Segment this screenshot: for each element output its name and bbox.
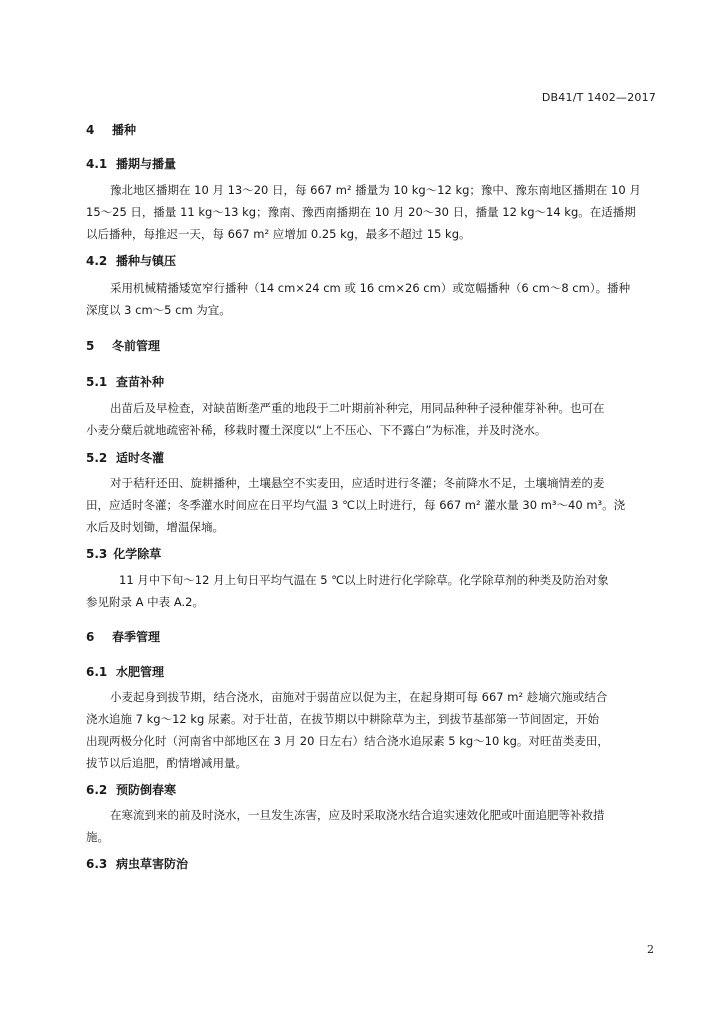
section-6-3-heading <box>86 855 188 872</box>
section-number: 5 <box>86 339 95 353</box>
section-4-1-paragraph <box>86 179 654 245</box>
section-6-2-heading <box>86 781 176 798</box>
paragraph-line: 水后及时划锄，增温保墒。 <box>86 520 224 534</box>
paragraph-line: 参见附录 A 中表 A.2。 <box>86 595 204 609</box>
section-4-2-paragraph <box>86 277 654 321</box>
section-title: 查苗补种 <box>116 375 165 389</box>
section-title: 病虫草害防治 <box>116 857 189 871</box>
paragraph-line: 拔节以后追肥，酌情增减用量。 <box>86 756 247 770</box>
section-number: 4.1 <box>86 157 108 171</box>
paragraph-line: 浇水追施 7 kg～12 kg 尿素。对于壮苗，在拔节期以中耕除草为主，到拔节基部第一节间固定，开始 <box>86 712 599 726</box>
section-title: 播期与播量 <box>116 157 177 171</box>
section-number: 4 <box>86 123 95 137</box>
section-title: 预防倒春寒 <box>116 783 177 797</box>
paragraph-line: 在寒流到来的前及时浇水，一旦发生冻害，应及时采取浇水结合追实速效化肥或叶面追肥等补救措 <box>110 808 605 822</box>
section-4-2-heading <box>86 252 176 269</box>
section-6-1-heading <box>86 663 164 680</box>
section-number: 4.2 <box>86 254 108 268</box>
section-number: 6.3 <box>86 857 108 871</box>
section-title: 播种与镇压 <box>116 254 177 268</box>
standard-code: DB41/T 1402—2017 <box>541 91 656 104</box>
paragraph-line: 以后播种，每推迟一天，每 667 m² 应增加 0.25 kg，最多不超过 15 kg。 <box>86 227 471 241</box>
section-5-2-heading <box>86 449 164 466</box>
section-6-heading <box>86 628 160 645</box>
paragraph-line: 15～25 日，播量 11 kg～13 kg；豫南、豫西南播期在 10 月 20～30 日，播量 12 kg～14 kg。在适播期 <box>86 205 636 219</box>
paragraph-line: 对于秸秆还田、旋耕播种，土壤悬空不实麦田，应适时进行冬灌；冬前降水不足，土壤墒情差的麦 <box>110 476 605 490</box>
section-5-3-heading <box>86 545 161 562</box>
paragraph-line: 施。 <box>86 830 109 844</box>
paragraph-line: 采用机械精播矮宽窄行播种（14 cm×24 cm 或 16 cm×26 cm）或宽幅播种（6 cm～8 cm）。播种 <box>110 281 631 295</box>
section-title: 适时冬灌 <box>116 451 165 465</box>
section-number: 6.2 <box>86 783 108 797</box>
section-number: 5.3 <box>86 547 108 561</box>
paragraph-line: 11 月中下旬～12 月上旬日平均气温在 5 ℃以上时进行化学除草。化学除草剂的种类及防治对象 <box>119 573 609 587</box>
section-title: 春季管理 <box>112 630 161 644</box>
section-5-heading <box>86 337 160 354</box>
section-5-3-paragraph <box>86 569 654 613</box>
section-5-2-paragraph <box>86 472 654 538</box>
section-title: 冬前管理 <box>112 339 161 353</box>
section-title: 化学除草 <box>113 547 162 561</box>
paragraph-line: 田，应适时冬灌；冬季灌水时间应在日平均气温 3 ℃以上时进行，每 667 m² 灌水量 30 m³～40 m³。浇 <box>86 498 626 512</box>
paragraph-line: 出苗后及早检查，对缺苗断垄严重的地段于二叶期前补种完，用同品种种子浸种催芽补种。也可在 <box>110 401 605 415</box>
section-6-2-paragraph <box>86 804 654 848</box>
section-number: 6 <box>86 630 95 644</box>
paragraph-line: 出现两极分化时（河南省中部地区在 3 月 20 日左右）结合浇水追尿素 5 kg～10 kg。对旺苗类麦田， <box>86 734 609 748</box>
page-number: 2 <box>647 943 654 956</box>
section-number: 5.1 <box>86 375 108 389</box>
section-number: 5.2 <box>86 451 108 465</box>
section-title: 播种 <box>112 123 137 137</box>
paragraph-line: 小麦分蘖后就地疏密补稀，移栽时覆土深度以“上不压心、下不露白”为标准，并及时浇水。 <box>86 423 547 437</box>
section-5-1-heading <box>86 373 164 390</box>
section-6-1-paragraph <box>86 686 654 774</box>
section-title: 水肥管理 <box>116 665 165 679</box>
section-5-1-paragraph <box>86 397 654 441</box>
paragraph-line: 豫北地区播期在 10 月 13～20 日，每 667 m² 播量为 10 kg～12 kg；豫中、豫东南地区播期在 10 月 <box>110 183 641 197</box>
section-number: 6.1 <box>86 665 108 679</box>
section-4-heading <box>86 121 136 138</box>
paragraph-line: 小麦起身到拔节期，结合浇水，亩施对于弱苗应以促为主，在起身期可每 667 m² 趁墒穴施或结合 <box>110 690 608 704</box>
paragraph-line: 深度以 3 cm～5 cm 为宜。 <box>86 303 231 317</box>
section-4-1-heading <box>86 155 176 172</box>
